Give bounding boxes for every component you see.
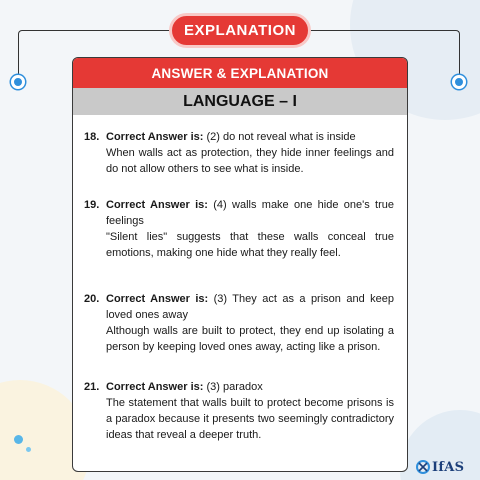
connector-node-right (452, 75, 466, 89)
question-item (84, 197, 394, 261)
connector-node-left (11, 75, 25, 89)
logo-text: IfAS (432, 459, 465, 475)
question-number: 20. (84, 293, 100, 305)
decorative-dot (26, 447, 31, 452)
question-item (84, 379, 394, 443)
answer-text: (3) They act as a prison and keep loved ones away (106, 293, 394, 321)
explanation-text: The statement that walls built to protect become prisons is a paradox because it presents two seemingly contradictory ideas that reveal a deeper truth. (106, 397, 394, 441)
answer-label: Correct Answer is: (106, 293, 209, 305)
answer-label: Correct Answer is: (106, 199, 208, 211)
explanation-text: Although walls are built to protect, they end up isolating a person by keeping loved ones away, acting like a prison. (106, 325, 394, 353)
answer-text: (2) do not reveal what is inside (206, 131, 356, 143)
logo-icon (416, 460, 430, 474)
question-number: 21. (84, 381, 100, 393)
answer-label: Correct Answer is: (106, 131, 204, 143)
brand-logo (416, 458, 464, 476)
explanation-badge: EXPLANATION (169, 13, 311, 48)
answer-label: Correct Answer is: (106, 381, 204, 393)
answer-text: (4) walls make one hide one's true feelings (106, 199, 394, 227)
answer-text: (3) paradox (206, 381, 263, 393)
question-number: 19. (84, 199, 100, 211)
question-number: 18. (84, 131, 100, 143)
decorative-dot (14, 435, 23, 444)
explanation-text: "Silent lies" suggests that these walls conceal true emotions, making one hide what they really feel. (106, 231, 394, 259)
question-item (84, 129, 394, 177)
question-item (84, 291, 394, 355)
card-subtitle: LANGUAGE – I (73, 88, 407, 115)
explanation-text: When walls act as protection, they hide inner feelings and do not allow others to see what is inside. (106, 147, 394, 175)
card-title: ANSWER & EXPLANATION (73, 58, 407, 88)
answer-card (72, 57, 408, 472)
